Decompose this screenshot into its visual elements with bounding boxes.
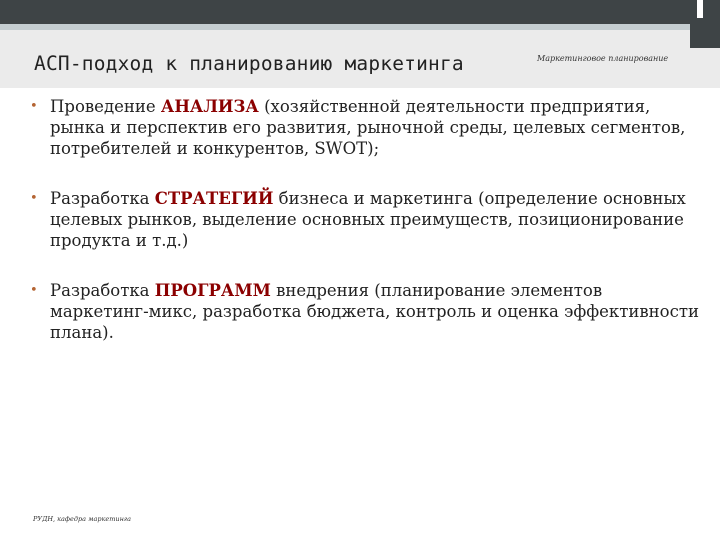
corner-notch bbox=[697, 0, 703, 18]
top-bar bbox=[0, 0, 720, 24]
bullet-keyword: СТРАТЕГИЙ bbox=[154, 189, 274, 208]
bullet-prefix: Разработка bbox=[50, 281, 155, 300]
bullet-prefix: Проведение bbox=[50, 97, 161, 116]
slide-title: АСП-подход к планированию маркетинга bbox=[34, 52, 464, 75]
bullet-marker: • bbox=[30, 99, 38, 114]
bullet-text: внедрения (планирование элементов маркетинг-микс, разработка бюджета, контроль и оценка эффективности плана). bbox=[50, 281, 699, 342]
corner-decoration bbox=[690, 0, 720, 48]
bullet-programs bbox=[30, 280, 700, 343]
bullet-keyword: ПРОГРАММ bbox=[154, 281, 271, 300]
bullet-text: бизнеса и маркетинга (определение основных целевых рынков, выделение основных преимуществ, позиционирование продукта и т.д.) bbox=[50, 189, 686, 250]
bullet-prefix: Разработка bbox=[50, 189, 155, 208]
bullet-keyword: АНАЛИЗА bbox=[160, 97, 259, 116]
header-note: Маркетинговое планирование bbox=[537, 54, 669, 63]
bullet-strategies bbox=[30, 188, 700, 251]
bullet-marker: • bbox=[30, 283, 38, 298]
footer-note: РУДН, кафедра маркетинга bbox=[33, 515, 132, 523]
bullet-analysis bbox=[30, 96, 700, 159]
bullet-text: (хозяйственной деятельности предприятия, рынка и перспектив его развития, рыночной среды, целевых сегментов, потребителей и конкурентов, SWOT); bbox=[50, 97, 686, 158]
bullet-list bbox=[30, 96, 700, 372]
bullet-marker: • bbox=[30, 191, 38, 206]
